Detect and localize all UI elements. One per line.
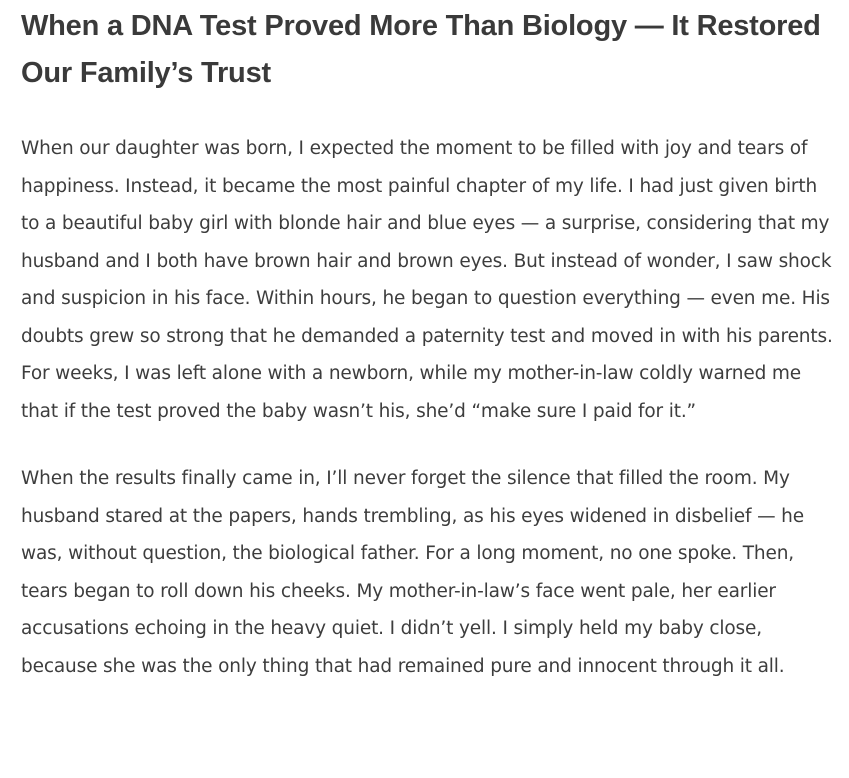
- article-title: When a DNA Test Proved More Than Biology — It Restored Our Family’s Trust: [21, 10, 821, 89]
- article-paragraph-1: When our daughter was born, I expected the moment to be filled with joy and tears of happiness. Instead, it became the most painful chapter of my life. I had just given birth to a beautiful baby girl with blonde hair and blue eyes — a surprise, considering that my husband and I both have brown hair and brown eyes. But instead of wonder, I saw shock and suspicion in his face. Within hours, he began to question everything — even me. His doubts grew so strong that he demanded a paternity test and moved in with his parents. For weeks, I was left alone with a newborn, while my mother-in-law coldly warned me that if the test proved the baby wasn’t his, she’d “make sure I paid for it.”: [21, 138, 833, 422]
- article: [21, 0, 841, 685]
- article-paragraph-2: When the results finally came in, I’ll never forget the silence that filled the room. My husband stared at the papers, hands trembling, as his eyes widened in disbelief — he was, without question, the biological father. For a long moment, no one spoke. Then, tears began to roll down his cheeks. My mother-in-law’s face went pale, her earlier accusations echoing in the heavy quiet. I didn’t yell. I simply held my baby close, because she was the only thing that had remained pure and innocent through it all.: [21, 468, 804, 677]
